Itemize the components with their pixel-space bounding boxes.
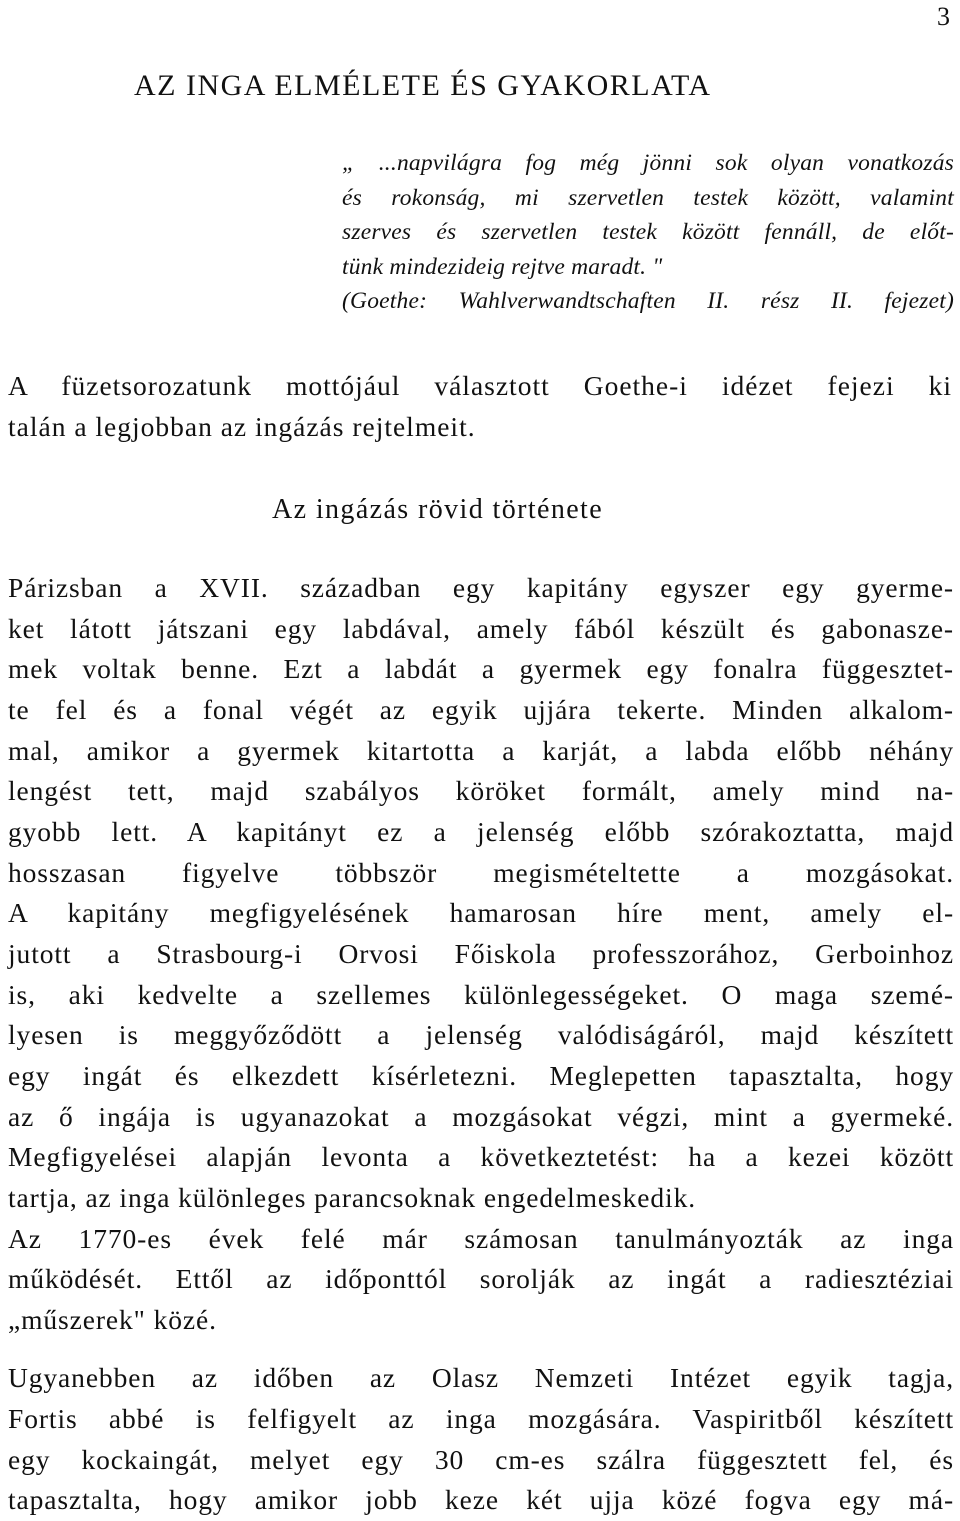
section-title: Az ingázás rövid története: [272, 494, 604, 525]
body-line: ket látott játszani egy labdával, amely fából készült és gabonasze-: [8, 612, 954, 644]
chapter-title: AZ INGA ELMÉLETE ÉS GYAKORLATA: [134, 69, 712, 102]
body-line: jutott a Strasbourg-i Orvosi Főiskola professzorához, Gerboinhoz: [8, 937, 954, 969]
body-line: is, aki kedvelte a szellemes különlegességeket. O maga szemé-: [8, 978, 954, 1010]
body-line: Megfigyelései alapján levonta a következtetést: ha a kezei között: [8, 1141, 954, 1173]
epigraph-source: (Goethe: Wahlverwandtschaften II. rész II. fejezet): [342, 288, 954, 315]
body-line: egy ingát és elkezdett kísérletezni. Meglepetten tapasztalta, hogy: [8, 1059, 954, 1091]
paragraph-3: [8, 1358, 954, 1521]
body-line: lengést tett, majd szabályos köröket formált, amely mind na-: [8, 775, 954, 807]
paragraph-spacer: [8, 1340, 954, 1358]
body-line: az ő ingája is ugyanazokat a mozgásokat végzi, mint a gyermeké.: [8, 1100, 954, 1132]
page-number: 3: [937, 2, 950, 31]
epigraph-line: „ ...napvilágra fog még jönni sok olyan vonatkozás: [342, 150, 954, 176]
body-line: működését. Ettől az időponttól sorolják az ingát a radiesztéziai: [8, 1263, 954, 1295]
body-line: gyobb lett. A kapitányt ez a jelenség előbb szórakoztatta, majd: [8, 815, 954, 847]
body-text: [8, 568, 954, 1521]
motto-line: talán a legjobban az ingázás rejtelmeit.: [8, 410, 476, 442]
epigraph-line: tünk mindezideig rejtve maradt. ": [342, 253, 663, 280]
body-line: egy kockaingát, melyet egy 30 cm-es szálra függesztett fel, és: [8, 1443, 954, 1475]
body-line: Ugyanebben az időben az Olasz Nemzeti Intézet egyik tagja,: [8, 1362, 954, 1394]
body-line: Párizsban a XVII. században egy kapitány egyszer egy gyerme-: [8, 572, 954, 603]
body-line: lyesen is meggyőződött a jelenség valódiságáról, majd készített: [8, 1019, 954, 1051]
body-line: Az 1770-es évek felé már számosan tanulmányozták az inga: [8, 1222, 954, 1254]
body-line: hosszasan figyelve többször megismételtette a mozgásokat.: [8, 856, 954, 888]
body-line: „műszerek" közé.: [8, 1303, 217, 1335]
paragraph-1: [8, 568, 954, 1219]
paragraph-2: [8, 1219, 954, 1341]
body-line: te fel és a fonal végét az egyik ujjára tekerte. Minden alkalom-: [8, 693, 954, 725]
body-line: tapasztalta, hogy amikor jobb keze két ujja közé fogva egy má-: [8, 1484, 954, 1516]
motto-paragraph: [8, 366, 952, 447]
epigraph-line: szerves és szervetlen testek között fennáll, de előt-: [342, 219, 954, 246]
epigraph-line: és rokonság, mi szervetlen testek között, valamint: [342, 184, 954, 211]
body-line: A kapitány megfigyelésének hamarosan híre ment, amely el-: [8, 897, 954, 929]
epigraph-quote: [342, 146, 954, 319]
body-line: Fortis abbé is felfigyelt az inga mozgására. Vaspiritből készített: [8, 1403, 954, 1435]
body-line: mal, amikor a gyermek kitartotta a karját, a labda előbb néhány: [8, 734, 954, 766]
body-line: tartja, az inga különleges parancsoknak engedelmeskedik.: [8, 1181, 697, 1213]
motto-line: A füzetsorozatunk mottójául választott Goethe-i idézet fejezi ki: [8, 370, 952, 401]
body-line: mek voltak benne. Ezt a labdát a gyermek egy fonalra függesztet-: [8, 653, 954, 685]
